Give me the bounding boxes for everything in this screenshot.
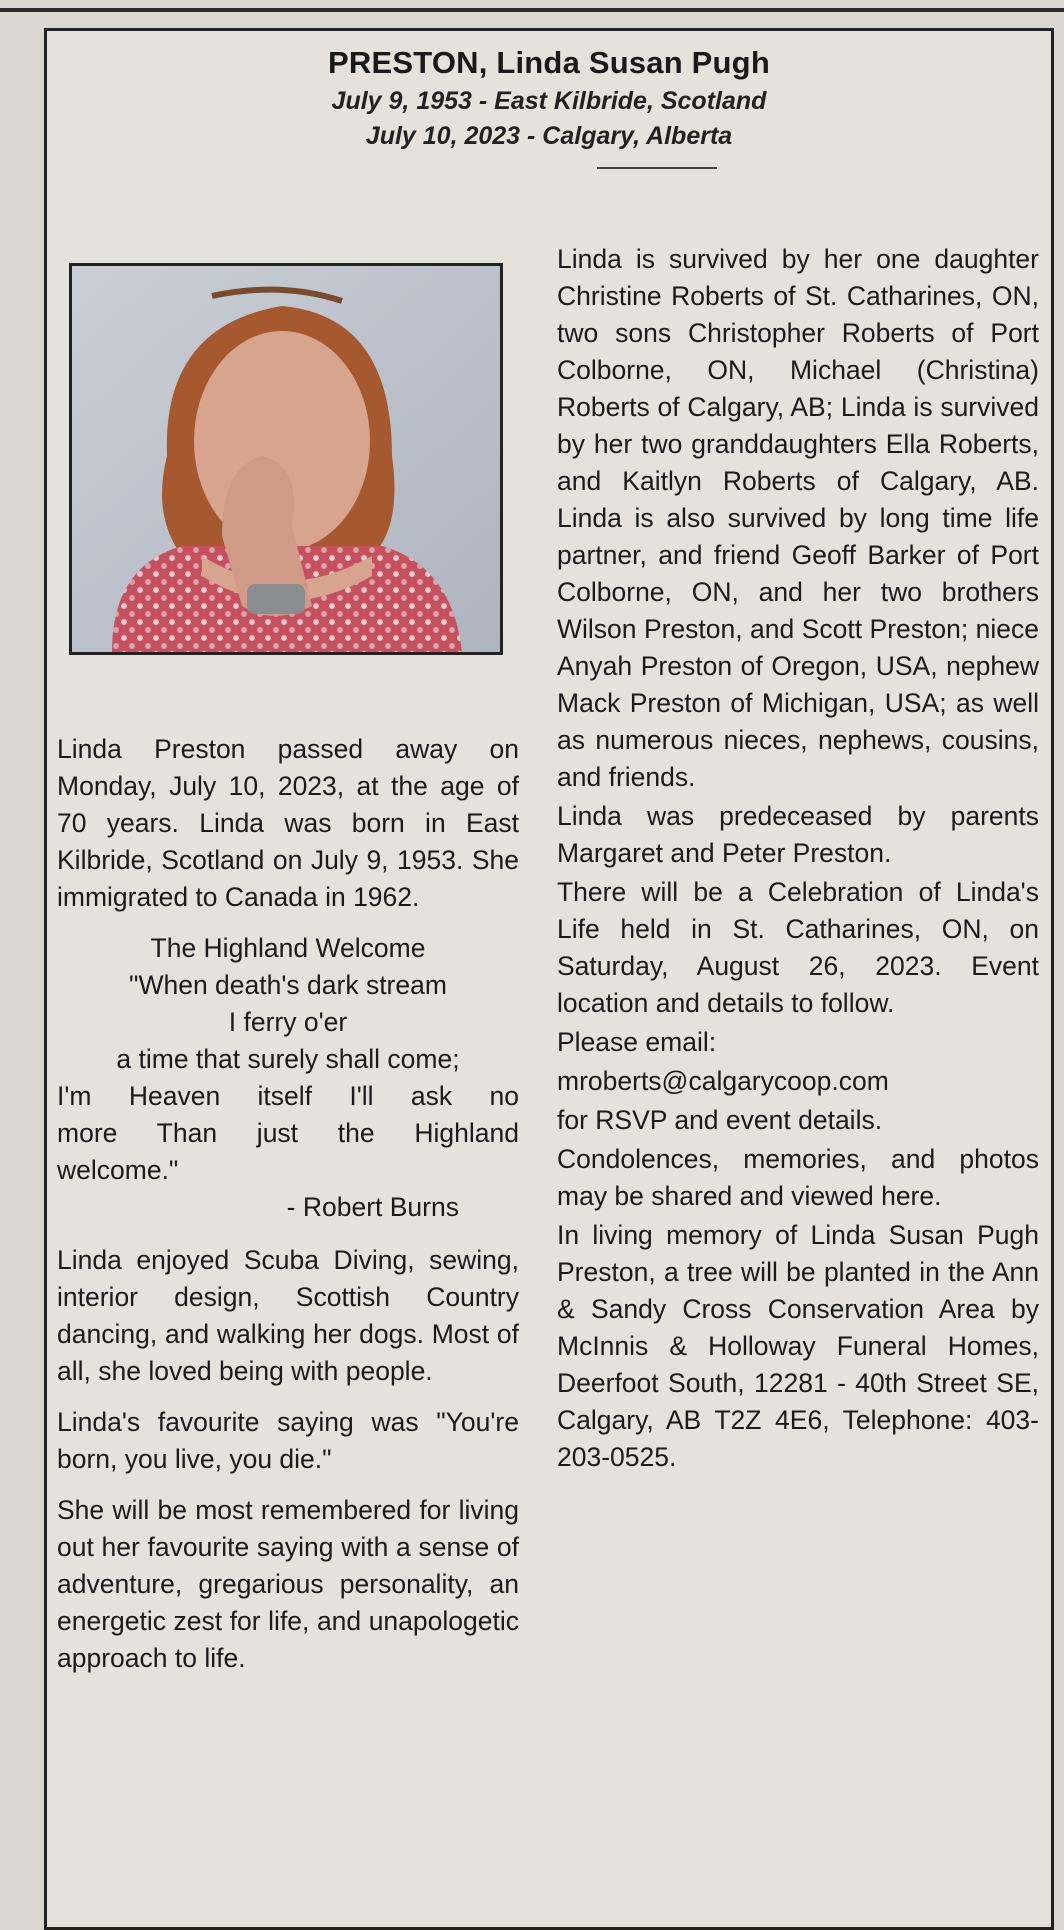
birth-line: July 9, 1953 - East Kilbride, Scotland [331,87,767,115]
header-rule [597,167,717,169]
remembered-paragraph: She will be most remembered for living out her favourite saying with a sense of adventure, gregarious personality, an energetic zest for life, and unapologetic approach to life. [57,1495,519,1673]
poem-line: a time that surely shall come; [116,1044,460,1074]
poem-line: "When death's dark stream [129,970,447,1000]
hobbies-paragraph: Linda enjoyed Scuba Diving, sewing, interior design, Scottish Country dancing, and walking her dogs. Most of all, she loved being with people. [57,1245,519,1386]
obituary-header [47,45,1051,151]
poem-author: - Robert Burns [286,1192,459,1222]
death-line: July 10, 2023 - Calgary, Alberta [365,122,733,150]
contact-email[interactable]: mroberts@calgarycoop.com [557,1066,889,1096]
saying-paragraph: Linda's favourite saying was "You're born, you live, you die." [57,1407,519,1474]
top-rule [0,8,1064,12]
poem [57,930,519,1226]
poem-line: I'm Heaven itself I'll ask no [57,1081,519,1111]
poem-line: more Than just the Highland [57,1118,519,1148]
memory-paragraph: In living memory of Linda Susan Pugh Preston, a tree will be planted in the Ann & Sandy Cross Conservation Area by McInnis & Holloway Funeral Homes, Deerfoot South, 12281 - 40th Street SE, Calgary, AB T2Z 4E6, Telephone: 403-203-0525. [557,1220,1039,1472]
obituary-box [44,28,1054,1930]
survived-paragraph: Linda is survived by her one daughter Christine Roberts of St. Catharines, ON, two sons Christopher Roberts of Port Colborne, ON, Michael (Christina) Roberts of Calgary, AB; Linda is survived by her two granddaughters Ella Roberts, and Kaitlyn Roberts of Calgary, AB. Linda is also survived by long time life partner, and friend Geoff Barker of Port Colborne, ON, and her two brothers Wilson Preston, and Scott Preston; niece Anyah Preston of Oregon, USA, nephew Mack Preston of Michigan, USA; as well as numerous nieces, nephews, cousins, and friends. [557,244,1039,792]
intro-paragraph: Linda Preston passed away on Monday, July 10, 2023, at the age of 70 years. Linda was born in East Kilbride, Scotland on July 9, 1953. She immigrated to Canada in 1962. [57,734,519,912]
poem-line: I ferry o'er [228,1007,348,1037]
right-column [557,241,1039,1478]
poem-title: The Highland Welcome [150,933,426,963]
celebration-paragraph: There will be a Celebration of Linda's Life held in St. Catharines, ON, on Saturday, August 26, 2023. Event location and details to follow. [557,877,1039,1018]
rsvp-line: for RSVP and event details. [557,1105,883,1135]
portrait-illustration [72,266,500,652]
poem-line: welcome." [57,1155,179,1185]
condolences-paragraph: Condolences, memories, and photos may be shared and viewed here. [557,1144,1039,1211]
portrait-photo [69,263,503,655]
left-column [57,731,519,1691]
predeceased-paragraph: Linda was predeceased by parents Margaret and Peter Preston. [557,801,1039,868]
deceased-name: PRESTON, Linda Susan Pugh [328,45,770,80]
email-label: Please email: [557,1027,717,1057]
